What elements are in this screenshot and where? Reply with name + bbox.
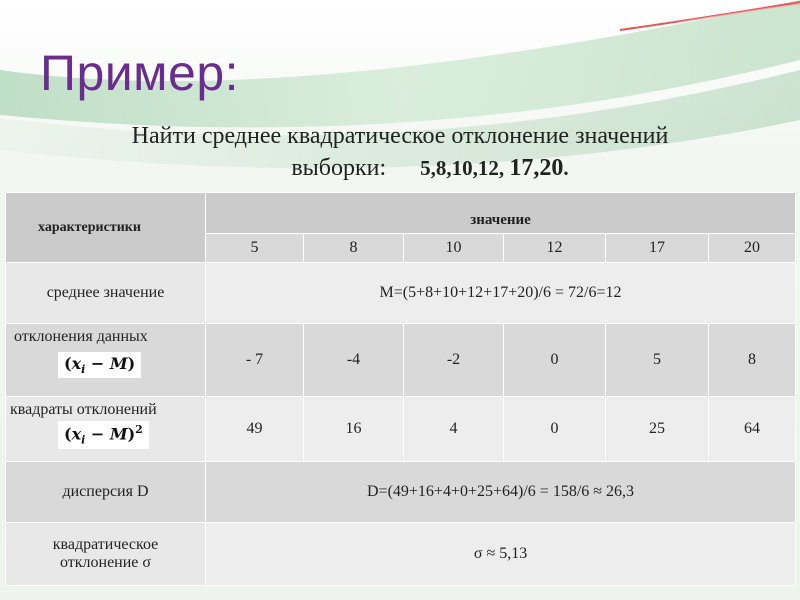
row-label-squared-deviations-text: квадраты отклонений bbox=[10, 401, 157, 418]
squared-deviation-cell: 25 bbox=[606, 397, 709, 462]
squared-deviation-cell: 64 bbox=[709, 397, 796, 462]
row-label-mean: среднее значение bbox=[6, 263, 206, 324]
squared-deviation-cell: 4 bbox=[404, 397, 504, 462]
deviation-cell: - 7 bbox=[206, 324, 304, 397]
squared-deviation-formula: $(x_i - M)^2$ bbox=[58, 421, 149, 449]
deviation-cell: 8 bbox=[709, 324, 796, 397]
row-label-deviations bbox=[6, 324, 206, 397]
value-cell: 17 bbox=[606, 234, 709, 263]
mean-formula: M=(5+8+10+12+17+20)/6 = 72/6=12 bbox=[206, 263, 796, 324]
value-cell: 12 bbox=[504, 234, 606, 263]
deviation-cell: -2 bbox=[404, 324, 504, 397]
sample-values-part-1: 5,8,10,12, bbox=[420, 156, 505, 180]
row-label-sd-line-2: отклонение σ bbox=[59, 554, 152, 571]
standard-deviation-result: σ ≈ 5,13 bbox=[206, 523, 796, 586]
deviation-cell: 5 bbox=[606, 324, 709, 397]
calculation-table bbox=[5, 192, 796, 586]
sample-values-part-2: 17,20 bbox=[509, 155, 564, 181]
row-label-deviations-text: отклонения данных bbox=[14, 328, 148, 345]
sample-values bbox=[420, 156, 569, 180]
sample-values-period: . bbox=[563, 156, 569, 180]
squared-deviation-cell: 16 bbox=[304, 397, 404, 462]
deviation-formula: $(x_i - M)$ bbox=[58, 352, 141, 378]
value-cell: 8 bbox=[304, 234, 404, 263]
task-line-2-prefix: выборки: bbox=[291, 155, 387, 181]
row-label-standard-deviation bbox=[6, 523, 206, 586]
squared-deviation-cell: 0 bbox=[504, 397, 606, 462]
value-cell: 10 bbox=[404, 234, 504, 263]
value-cell: 5 bbox=[206, 234, 304, 263]
row-label-sd-line-1: квадратическое bbox=[52, 536, 159, 553]
header-value: значение bbox=[206, 193, 796, 234]
deviation-cell: 0 bbox=[504, 324, 606, 397]
task-line-1: Найти среднее квадратическое отклонение значений bbox=[131, 123, 669, 149]
value-cell: 20 bbox=[709, 234, 796, 263]
row-label-variance: дисперсия D bbox=[6, 462, 206, 523]
row-label-squared-deviations bbox=[6, 397, 206, 462]
header-characteristics: характеристики bbox=[6, 193, 206, 263]
variance-formula: D=(49+16+4+0+25+64)/6 = 158/6 ≈ 26,3 bbox=[206, 462, 796, 523]
task-line-2 bbox=[0, 152, 800, 184]
task-statement bbox=[0, 120, 800, 184]
squared-deviation-cell: 49 bbox=[206, 397, 304, 462]
slide-title: Пример: bbox=[40, 45, 240, 101]
deviation-cell: -4 bbox=[304, 324, 404, 397]
